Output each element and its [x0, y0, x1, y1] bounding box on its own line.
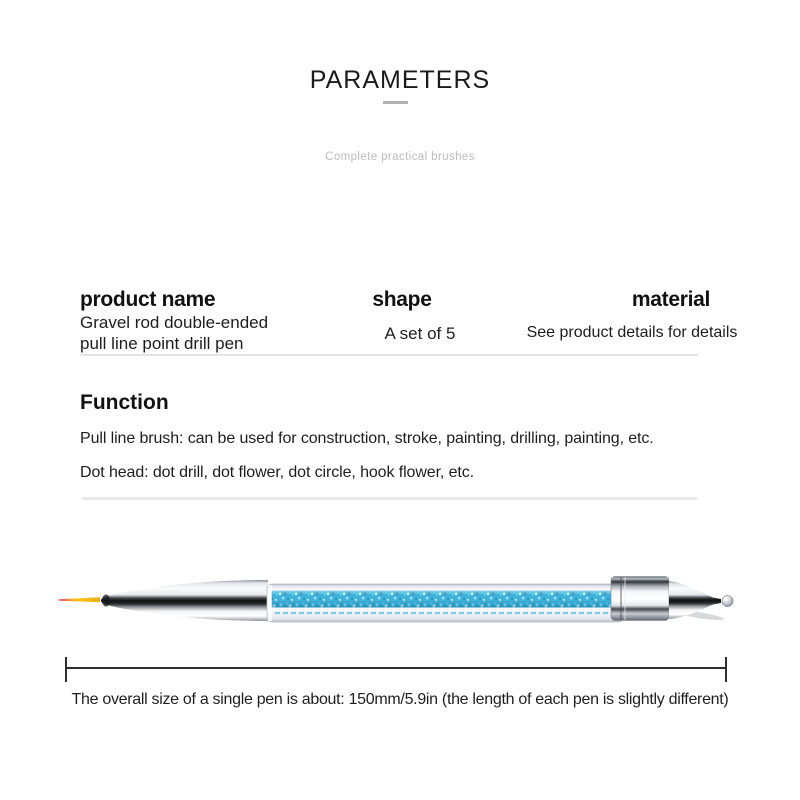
right-chrome-collar [611, 577, 669, 621]
column-header-product-name: product name [80, 288, 216, 311]
cell-shape: A set of 5 [384, 324, 456, 343]
function-line-brush: Pull line brush: can be used for construction, stroke, painting, drilling, painting, etc. [80, 430, 654, 447]
cell-product-name: Gravel rod double-ended pull line point drill pen [80, 313, 269, 353]
length-measure-line [65, 657, 727, 682]
function-heading: Function [80, 391, 169, 414]
measure-tick-right [725, 657, 727, 682]
column-header-shape: shape [372, 288, 432, 311]
function-line-dot-head: Dot head: dot drill, dot flower, dot circle, hook flower, etc. [80, 464, 475, 481]
column-header-material: material [631, 288, 711, 311]
dotting-tool-tip [669, 581, 733, 622]
title-underline-dash [383, 101, 408, 104]
liner-brush-hair [58, 597, 100, 602]
page-subtitle: Complete practical brushes [325, 151, 475, 163]
table-divider-line [80, 354, 698, 356]
section-divider-line [82, 497, 698, 500]
measure-bar [65, 667, 727, 669]
pen-product-image [55, 568, 745, 638]
left-chrome-ferrule [101, 578, 268, 621]
cell-material: See product details for details [526, 324, 738, 341]
rhinestone-barrel [267, 584, 623, 622]
measure-tick-left [65, 657, 67, 682]
page-title: PARAMETERS [309, 66, 491, 94]
size-caption: The overall size of a single pen is about: 150mm/5.9in (the length of each pen is slightly different) [71, 691, 729, 708]
